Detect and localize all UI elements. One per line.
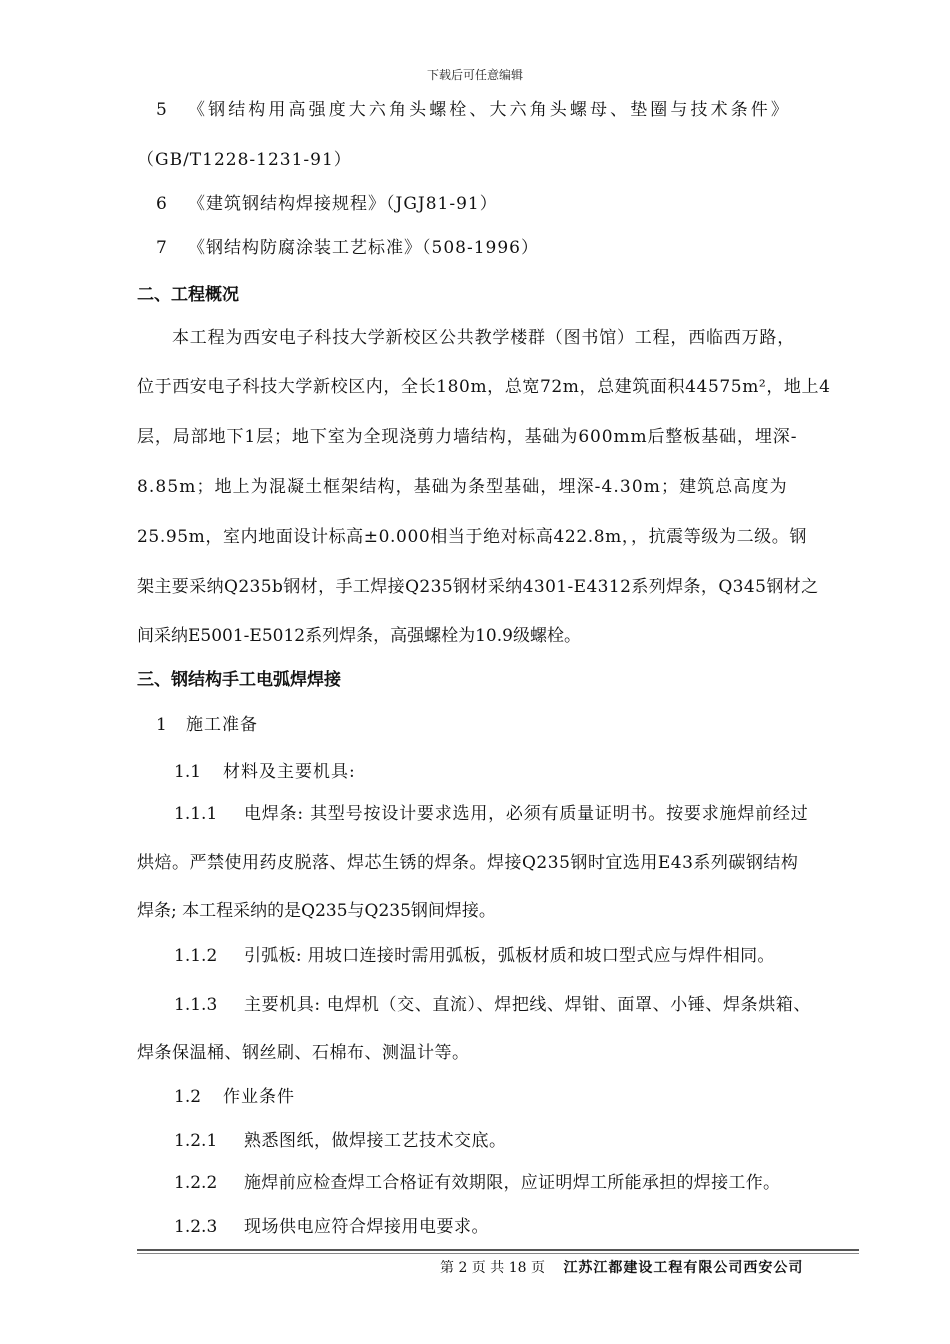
s1-number: 1: [156, 715, 167, 735]
s1-1-1-number: 1.1.1: [174, 804, 218, 824]
s1-2-1-number: 1.2.1: [174, 1131, 218, 1151]
overview-line-4: 8.85m；地上为混凝土框架结构，基础为条型基础，埋深-4.30m；建筑总高度为: [137, 477, 788, 497]
s1-title: 施工准备: [186, 715, 258, 735]
s1-1-3-line-2: 焊条保温桶、钢丝刷、石棉布、测温计等。: [137, 1043, 470, 1063]
s1-1-1-line-1: 电焊条: 其型号按设计要求选用，必须有质量证明书。按要求施焊前经过: [244, 804, 809, 824]
ref-6-number: 6: [156, 194, 167, 214]
s1-1-3-number: 1.1.3: [174, 995, 218, 1015]
s1-1-3-line-1: 主要机具: 电焊机（交、直流）、焊把线、焊钳、面罩、小锤、焊条烘箱、: [244, 995, 812, 1015]
s1-1-2-text: 引弧板: 用坡口连接时需用弧板，弧板材质和坡口型式应与焊件相同。: [244, 946, 775, 966]
s1-2-1-text: 熟悉图纸，做焊接工艺技术交底。: [244, 1131, 507, 1151]
ref-5-continuation: （GB/T1228-1231-91）: [137, 150, 352, 170]
ref-7-text: 《钢结构防腐涂装工艺标准》（508-1996）: [188, 238, 539, 258]
s1-1-2-number: 1.1.2: [174, 946, 218, 966]
footer: [440, 1257, 803, 1277]
s1-2-2-text: 施焊前应检查焊工合格证有效期限，应证明焊工所能承担的焊接工作。: [244, 1173, 781, 1193]
section-3-title: 三、钢结构手工电弧焊焊接: [137, 670, 341, 690]
ref-5-number: 5: [156, 100, 167, 120]
overview-line-3: 层，局部地下1层；地下室为全现浇剪力墙结构，基础为600mm后整板基础，埋深-: [137, 427, 798, 447]
overview-line-5: 25.95m，室内地面设计标高±0.000相当于绝对标高422.8m，，抗震等级为二级。钢: [137, 527, 807, 547]
s1-2-3-text: 现场供电应符合焊接用电要求。: [244, 1217, 489, 1237]
footer-divider: [137, 1249, 859, 1251]
ref-6-text: 《建筑钢结构焊接规程》（JGJ81-91）: [188, 194, 498, 214]
s1-1-number: 1.1: [174, 762, 202, 782]
section-2-title: 二、工程概况: [137, 285, 239, 305]
overview-line-1: 本工程为西安电子科技大学新校区公共教学楼群（图书馆）工程，西临西万路，: [172, 328, 795, 348]
s1-1-1-line-3: 焊条; 本工程采纳的是Q235与Q235钢间焊接。: [137, 901, 496, 921]
footer-divider-thin: [137, 1253, 859, 1254]
ref-7-number: 7: [156, 238, 167, 258]
overview-line-7: 间采纳E5001-E5012系列焊条，高强螺栓为10.9级螺栓。: [137, 626, 581, 646]
s1-1-title: 材料及主要机具:: [223, 762, 356, 782]
company-name: 江苏江都建设工程有限公司西安公司: [563, 1260, 804, 1276]
s1-2-3-number: 1.2.3: [174, 1217, 218, 1237]
header-note: 下载后可任意编辑: [426, 68, 523, 82]
s1-2-title: 作业条件: [223, 1087, 295, 1107]
s1-2-number: 1.2: [174, 1087, 202, 1107]
overview-line-6: 架主要采纳Q235b钢材，手工焊接Q235钢材采纳4301-E4312系列焊条，Q345钢材之: [137, 577, 819, 597]
page-number: 第 2 页 共 18 页: [440, 1260, 545, 1276]
ref-5-text: 《钢结构用高强度大六角头螺栓、大六角头螺母、垫圈与技术条件》: [188, 100, 791, 120]
overview-line-2: 位于西安电子科技大学新校区内，全长180m，总宽72m，总建筑面积44575m²，地上4: [137, 377, 831, 397]
s1-1-1-line-2: 烘焙。严禁使用药皮脱落、焊芯生锈的焊条。焊接Q235钢时宜选用E43系列碳钢结构: [137, 853, 799, 873]
s1-2-2-number: 1.2.2: [174, 1173, 218, 1193]
